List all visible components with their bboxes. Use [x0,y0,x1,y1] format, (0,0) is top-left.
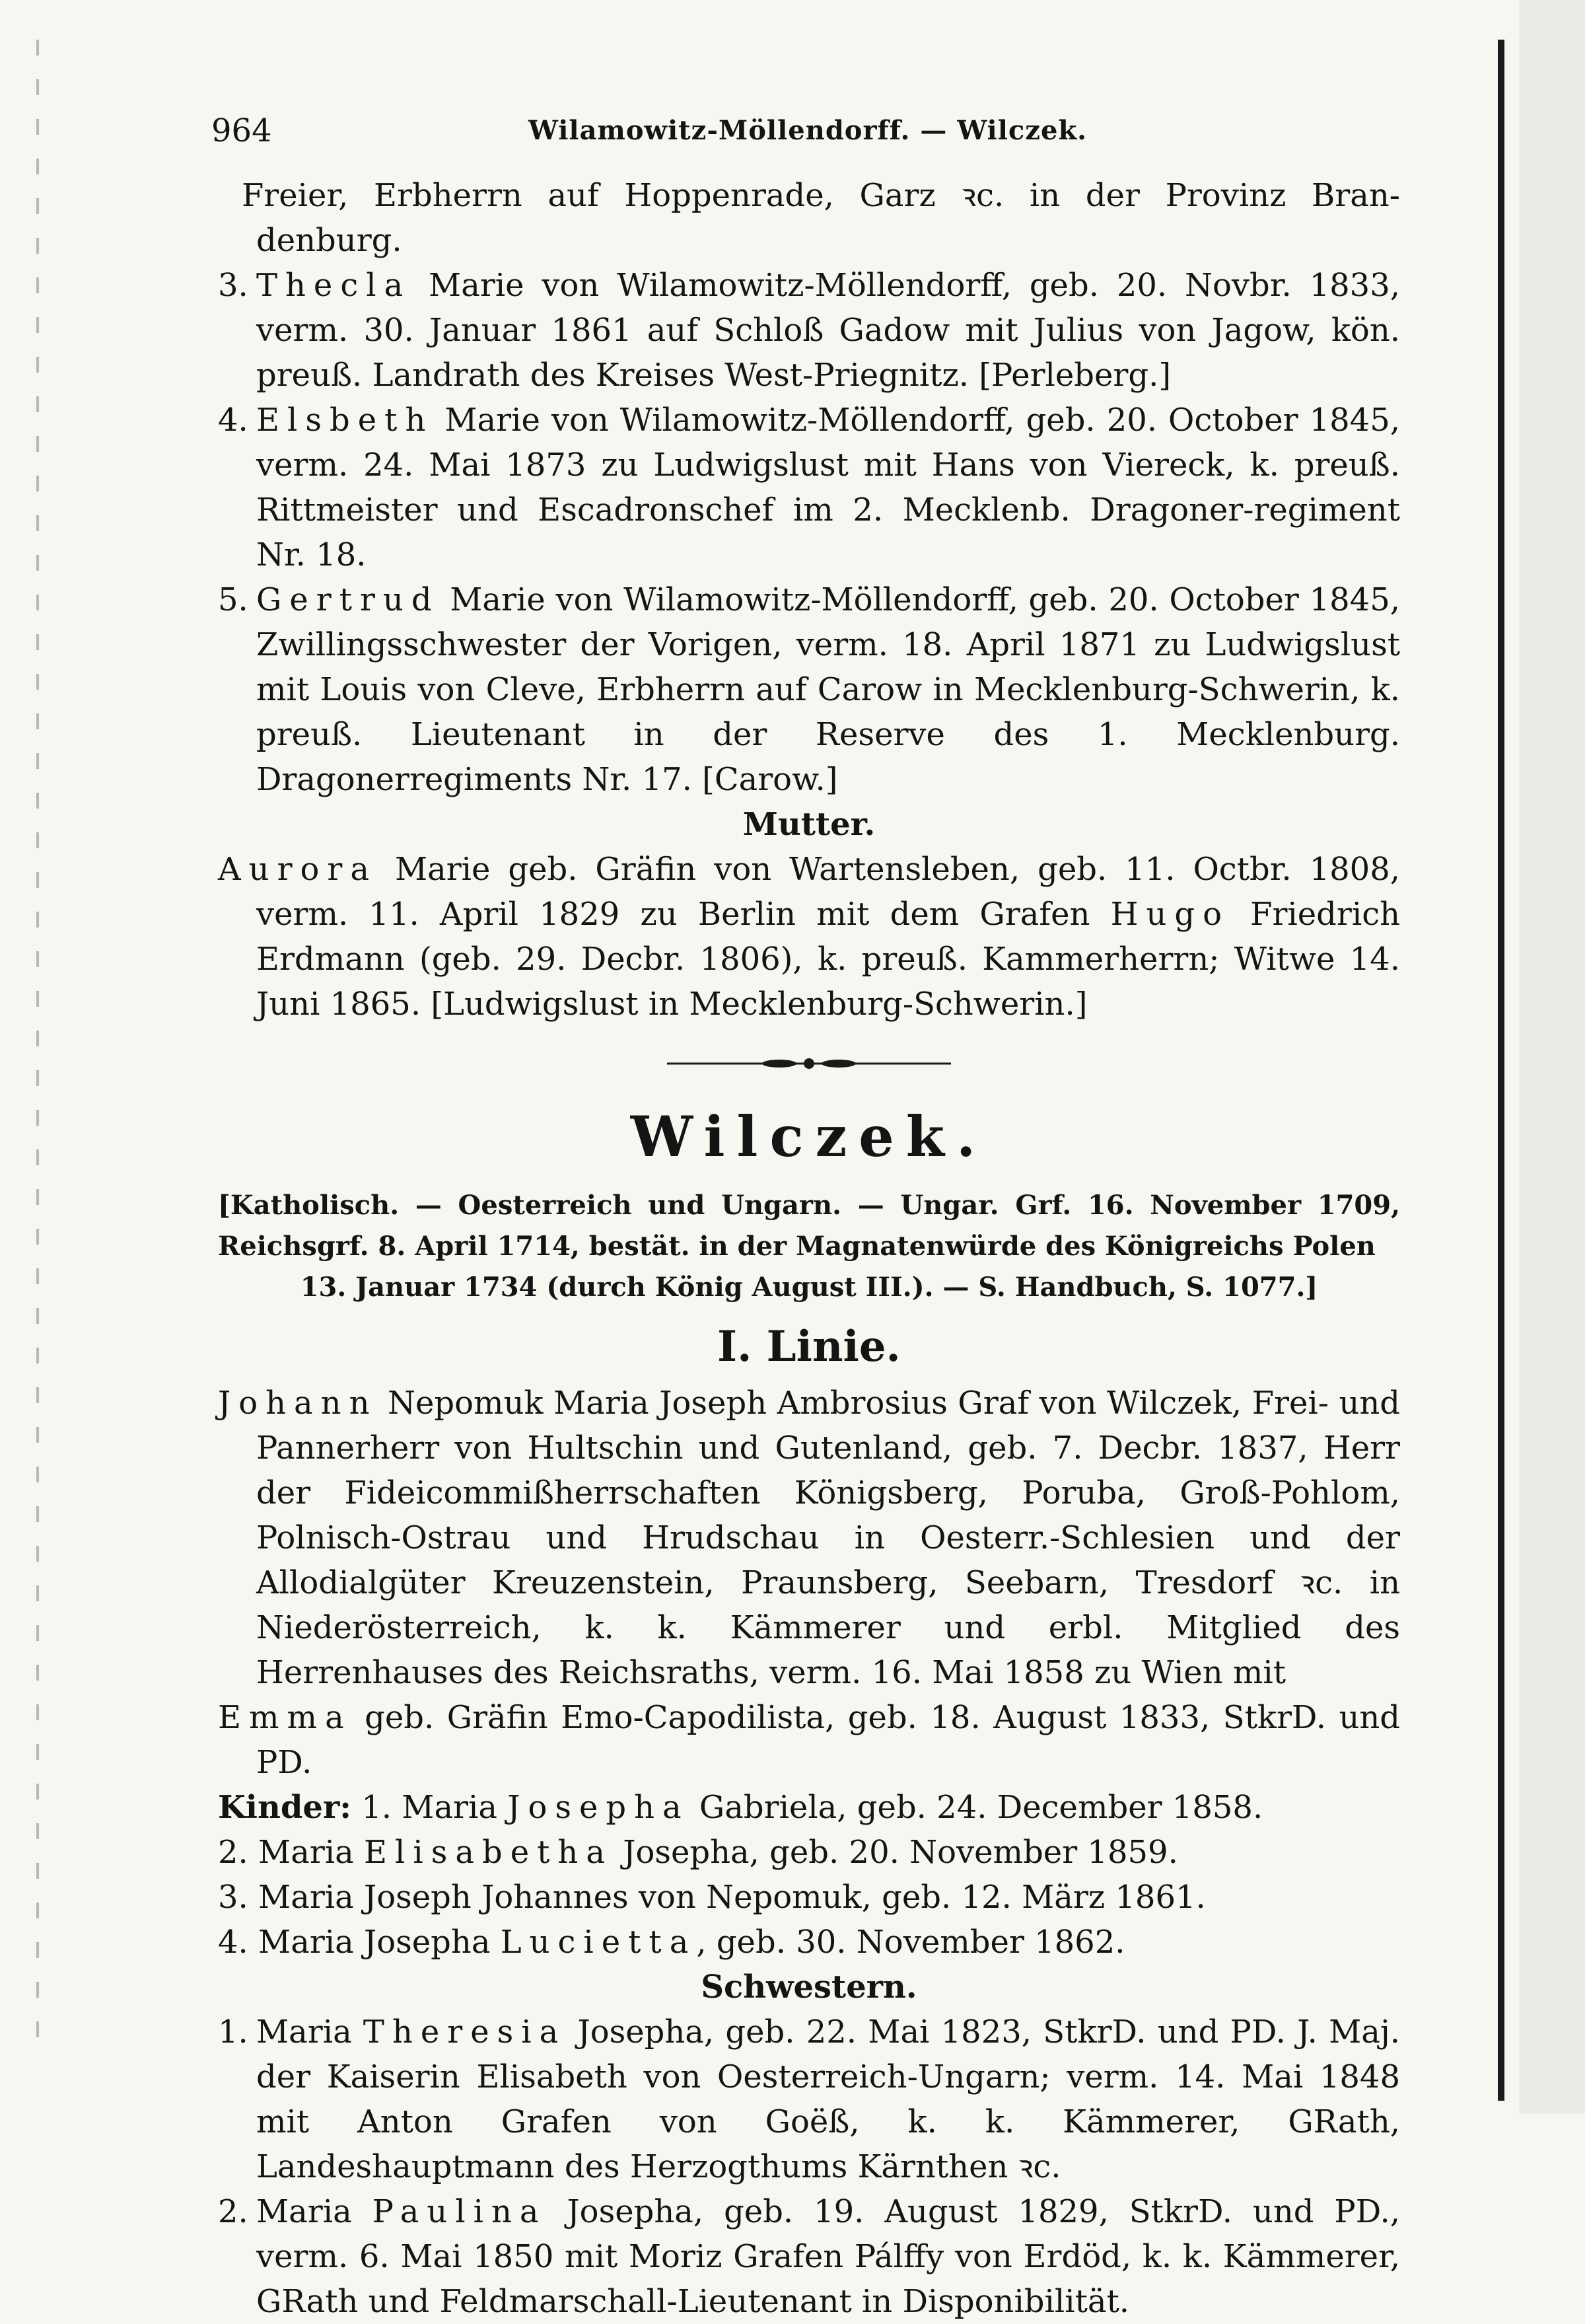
daughter-name: Elsbeth [256,402,434,439]
page-header [211,111,1400,151]
entry-number: 5. [218,581,248,618]
mother-text-2: Friedrich Erdmann (geb. 29. Decbr. 1806), k. preuß. Kammerherrn; Witwe 14. Juni 1865. [Ludwigslust in Mecklenburg-Schwerin.] [256,896,1400,1023]
head-name: Johann [218,1385,378,1422]
family-info-last: 13. Januar 1734 (durch König August III.). — S. Handbuch, S. 1077.] [300,1272,1318,1303]
sister-name: Paulina [372,2193,547,2230]
child-number: 2. [218,1834,248,1871]
wife-name: Emma [218,1699,352,1736]
ornamental-divider [667,1056,951,1071]
child-number: 4. [218,1924,248,1961]
child-name: Elisabetha [364,1834,613,1871]
daughter-name: Thecla [256,267,411,304]
mother-heading: Mutter. [742,806,876,843]
sister-entry-2 [218,2189,1401,2324]
child-name: Lucietta [500,1924,697,1961]
sister-pre: Maria [256,2014,363,2051]
entry-number: 3. [218,267,248,304]
head-entry [218,1381,1400,1695]
page-edge-shadow [36,40,39,2061]
entry-number: 1. [218,2014,248,2051]
family-info [218,1185,1400,1308]
continuation-line-2: denburg. [256,222,402,259]
wife-text: geb. Gräfin Emo-Capodilista, geb. 18. August 1833, StkrD. und PD. [256,1699,1400,1781]
child-text: Gabriela, geb. 24. December 1858. [689,1789,1263,1826]
child-number: 1. [361,1789,392,1826]
child-entry-3 [218,1875,1400,1920]
continuation-line-1: Freier, Erbherrn auf Hoppenrade, Garz ꝛc. in der Provinz Bran- [242,177,1400,214]
family-info-text: [Katholisch. — Oesterreich und Ungarn. — Ungar. Grf. 16. November 1709, Reichsgrf. 8. April 1714, bestät. in der Magnatenwürde des Königreichs Polen [218,1190,1400,1262]
mother-husband-name: Hugo [1110,896,1230,933]
children-list [218,1785,1400,1965]
running-head: Wilamowitz-Möllendorff. — Wilczek. [528,115,1088,146]
wife-entry [218,1695,1400,1785]
page-number: 964 [211,112,272,149]
child-name: Josepha [507,1789,689,1826]
child-entry-4 [218,1920,1400,1965]
mother-name: Aurora [218,851,377,888]
sister-text: Josepha, geb. 22. Mai 1823, StkrD. und PD. J. Maj. der Kaiserin Elisabeth von Oesterreich-Ungarn; verm. 14. Mai 1848 mit Anton Grafen von Goëß, k. k. Kämmerer, GRath, Landeshauptmann des Herzogthums Kärnthen ꝛc. [256,2014,1401,2185]
child-text: , geb. 30. November 1862. [696,1924,1125,1961]
daughter-entry-5 [218,577,1400,802]
family-title: Wilczek. [630,1104,988,1169]
continuation-text [218,173,1400,263]
child-number: 3. [218,1879,248,1916]
head-text: Nepomuk Maria Joseph Ambrosius Graf von Wilczek, Frei- und Pannerherr von Hultschin und Gutenland, geb. 7. Decbr. 1837, Herr der Fideicommißherrschaften Königsberg, Poruba, Groß-Pohlom, Polnisch-Ostrau und Hrudschau in Oesterr.-Schlesien und der Allodialgüter Kreuzenstein, Praunsberg, Seebarn, Tresdorf ꝛc. in Niederösterreich, k. k. Kämmerer und erbl. Mitglied des Herrenhauses des Reichsraths, verm. 16. Mai 1858 zu Wien mit [256,1385,1400,1691]
daughter-text: Marie von Wilamowitz-Möllendorff, geb. 20. October 1845, Zwillingsschwester der Vorigen, verm. 18. April 1871 zu Ludwigslust mit Louis von Cleve, Erbherrn auf Carow in Mecklenburg-Schwerin, k. preuß. Lieutenant in der Reserve des 1. Mecklenburg. Dragonerregiments Nr. 17. [Carow.] [256,581,1400,798]
page-content [218,173,1400,2324]
mother-entry [218,847,1400,1027]
line-heading: I. Linie. [717,1322,901,1371]
mother-text-1: Marie geb. Gräfin von Wartensleben, geb. 11. Octbr. 1808, verm. 11. April 1829 zu Berlin mit dem Grafen [256,851,1400,933]
child-text: Josepha, geb. 20. November 1859. [612,1834,1178,1871]
binding-gutter [1498,40,1504,2101]
sister-entry-1 [218,2010,1401,2189]
sister-pre: Maria [256,2193,372,2230]
child-pre: Maria [248,1879,364,1916]
neighbour-page-strip [1519,0,1585,2114]
child-pre: Maria [248,1834,364,1871]
entry-number: 4. [218,402,248,439]
daughter-entry-3 [218,263,1400,398]
child-text: Johannes von Nepomuk, geb. 12. März 1861. [471,1879,1206,1916]
sister-name: Theresia [363,2014,567,2051]
daughter-text: Marie von Wilamowitz-Möllendorff, geb. 20. Novbr. 1833, verm. 30. Januar 1861 auf Schloß Gadow mit Julius von Jagow, kön. preuß. Landrath des Kreises West-Priegnitz. [Perleberg.] [256,267,1400,394]
child-entry-2 [218,1830,1400,1875]
sisters-list [218,2010,1400,2324]
daughters-list [218,263,1400,802]
child-name: Joseph [364,1879,472,1916]
sisters-heading: Schwestern. [701,1969,917,2006]
child-entry-1 [218,1785,1400,1830]
daughter-name: Gertrud [256,581,440,618]
daughter-text: Marie von Wilamowitz-Möllendorff, geb. 20. October 1845, verm. 24. Mai 1873 zu Ludwigslust mit Hans von Viereck, k. preuß. Rittmeister und Escadronschef im 2. Mecklenb. Dragoner-regiment Nr. 18. [256,402,1400,573]
child-pre: Maria Josepha [248,1924,501,1961]
child-pre: Maria [392,1789,508,1826]
entry-number: 2. [218,2193,248,2230]
sister-text: Josepha, geb. 19. August 1829, StkrD. und PD., verm. 6. Mai 1850 mit Moriz Grafen Pálffy von Erdöd, k. k. Kämmerer, GRath und Feldmarschall-Lieutenant in Disponibilität. [256,2193,1401,2320]
daughter-entry-4 [218,398,1400,577]
children-label: Kinder: [218,1789,351,1826]
